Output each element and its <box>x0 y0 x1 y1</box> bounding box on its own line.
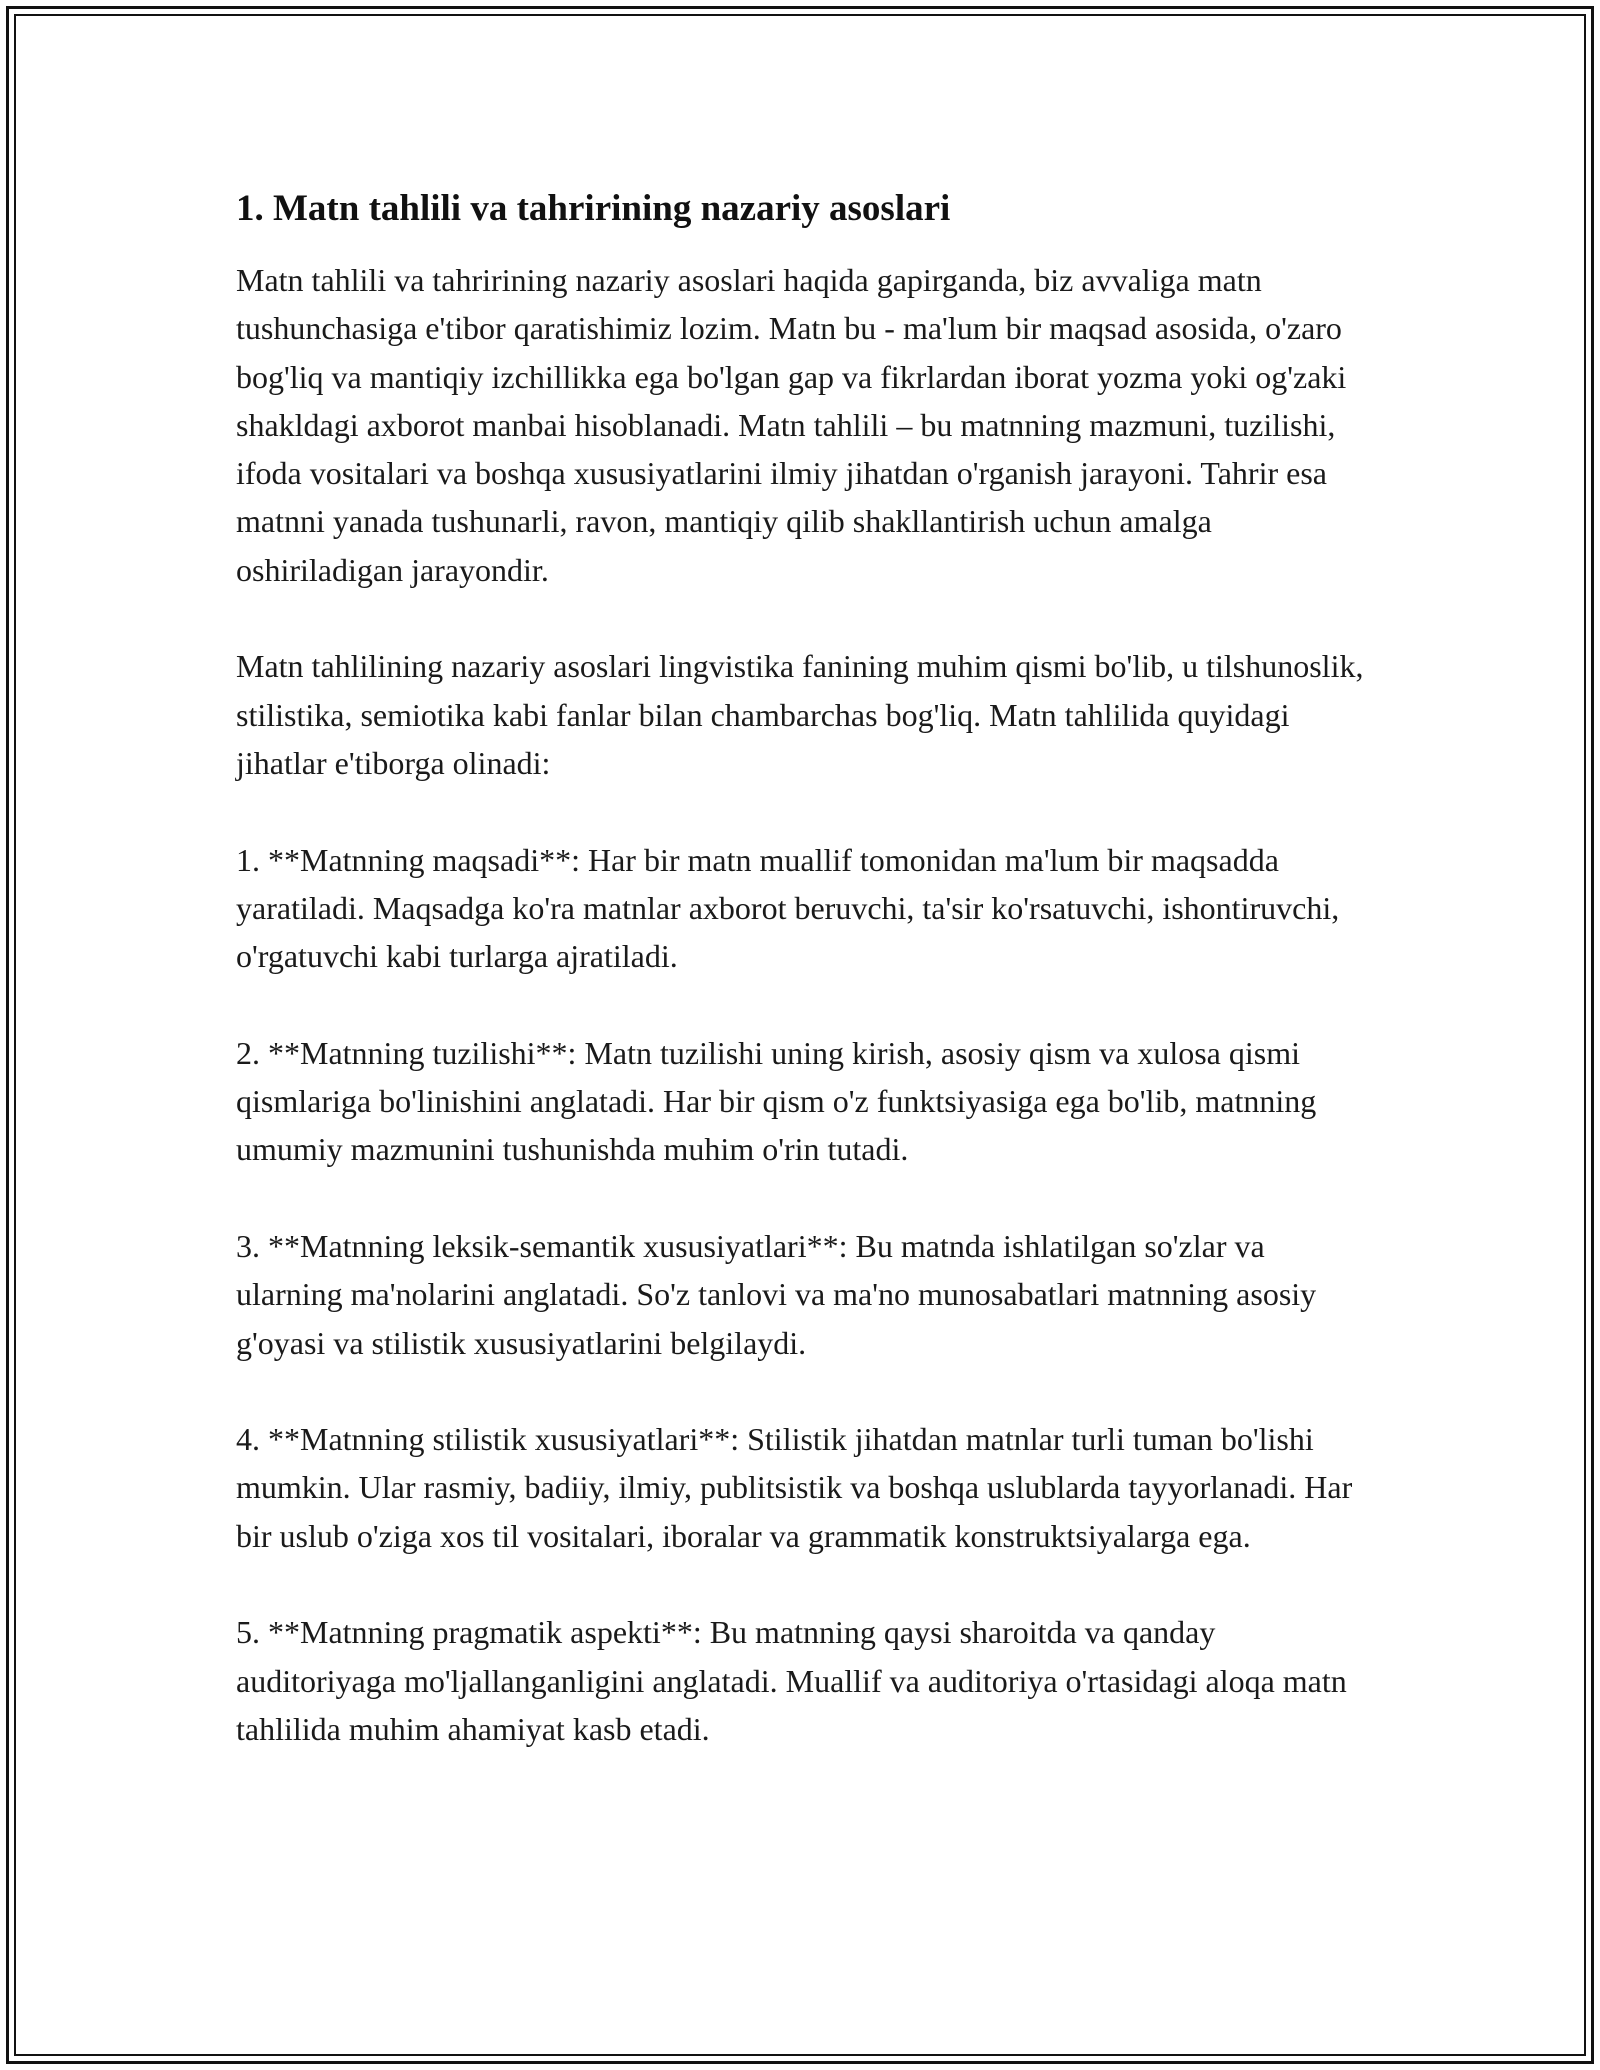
section-heading: 1. Matn tahlili va tahririning nazariy asoslari <box>236 188 951 229</box>
list-item-pragmatic: 5. **Matnning pragmatik aspekti**: Bu matnning qaysi sharoitda va qanday auditoriyaga mo'ljallanganligini anglatadi. Muallif va auditoriya o'rtasidagi aloqa matn tahlilida muhim ahamiyat kasb etadi. <box>236 1614 1347 1747</box>
list-item-lexical-semantic: 3. **Matnning leksik-semantik xususiyatlari**: Bu matnda ishlatilgan so'zlar va ularning ma'nolarini anglatadi. So'z tanlovi va ma'no munosabatlari matnning asosiy g'oyasi va stilistik xususiyatlarini belgilaydi. <box>236 1227 1317 1361</box>
paragraph-aspects-intro: Matn tahlilining nazariy asoslari lingvistika fanining muhim qismi bo'lib, u tilshunoslik, stilistika, semiotika kabi fanlar bilan chambarchas bog'liq. Matn tahlilida quyidagi jihatlar e'tiborga olinadi: <box>236 648 1364 781</box>
list-item-structure: 2. **Matnning tuzilishi**: Matn tuzilishi uning kirish, asosiy qism va xulosa qismi qismlariga bo'linishini anglatadi. Har bir qism o'z funktsiyasiga ega bo'lib, matnning umumiy mazmunini tushunishda muhim o'rin tutadi. <box>236 1034 1317 1168</box>
document-body <box>236 186 1376 1753</box>
list-item-purpose: 1. **Matnning maqsadi**: Har bir matn muallif tomonidan ma'lum bir maqsadda yaratiladi. Maqsadga ko'ra matnlar axborot beruvchi, ta'sir ko'rsatuvchi, ishontiruvchi, o'rgatuvchi kabi turlarga ajratiladi. <box>236 841 1340 975</box>
list-item-stylistic: 4. **Matnning stilistik xususiyatlari**: Stilistik jihatdan matnlar turli tuman bo'lishi mumkin. Ular rasmiy, badiiy, ilmiy, publitsistik va boshqa uslublarda tayyorlanadi. Har bir uslub o'ziga xos til vositalari, iboralar va grammatik konstruktsiyalarga ega. <box>236 1421 1353 1554</box>
paragraph-intro: Matn tahlili va tahririning nazariy asoslari haqida gapirganda, biz avvaliga matn tushunchasiga e'tibor qaratishimiz lozim. Matn bu - ma'lum bir maqsad asosida, o'zaro bog'liq va mantiqiy izchillikka ega bo'lgan gap va fikrlardan iborat yozma yoki og'zaki shakldagi axborot manbai hisoblanadi. Matn tahlili – bu matnning mazmuni, tuzilishi, ifoda vositalari va boshqa xususiyatlarini ilmiy jihatdan o'rganish jarayoni. Tahrir esa matnni yanada tushunarli, ravon, mantiqiy qilib shakllantirish uchun amalga oshiriladigan jarayondir. <box>236 262 1347 588</box>
